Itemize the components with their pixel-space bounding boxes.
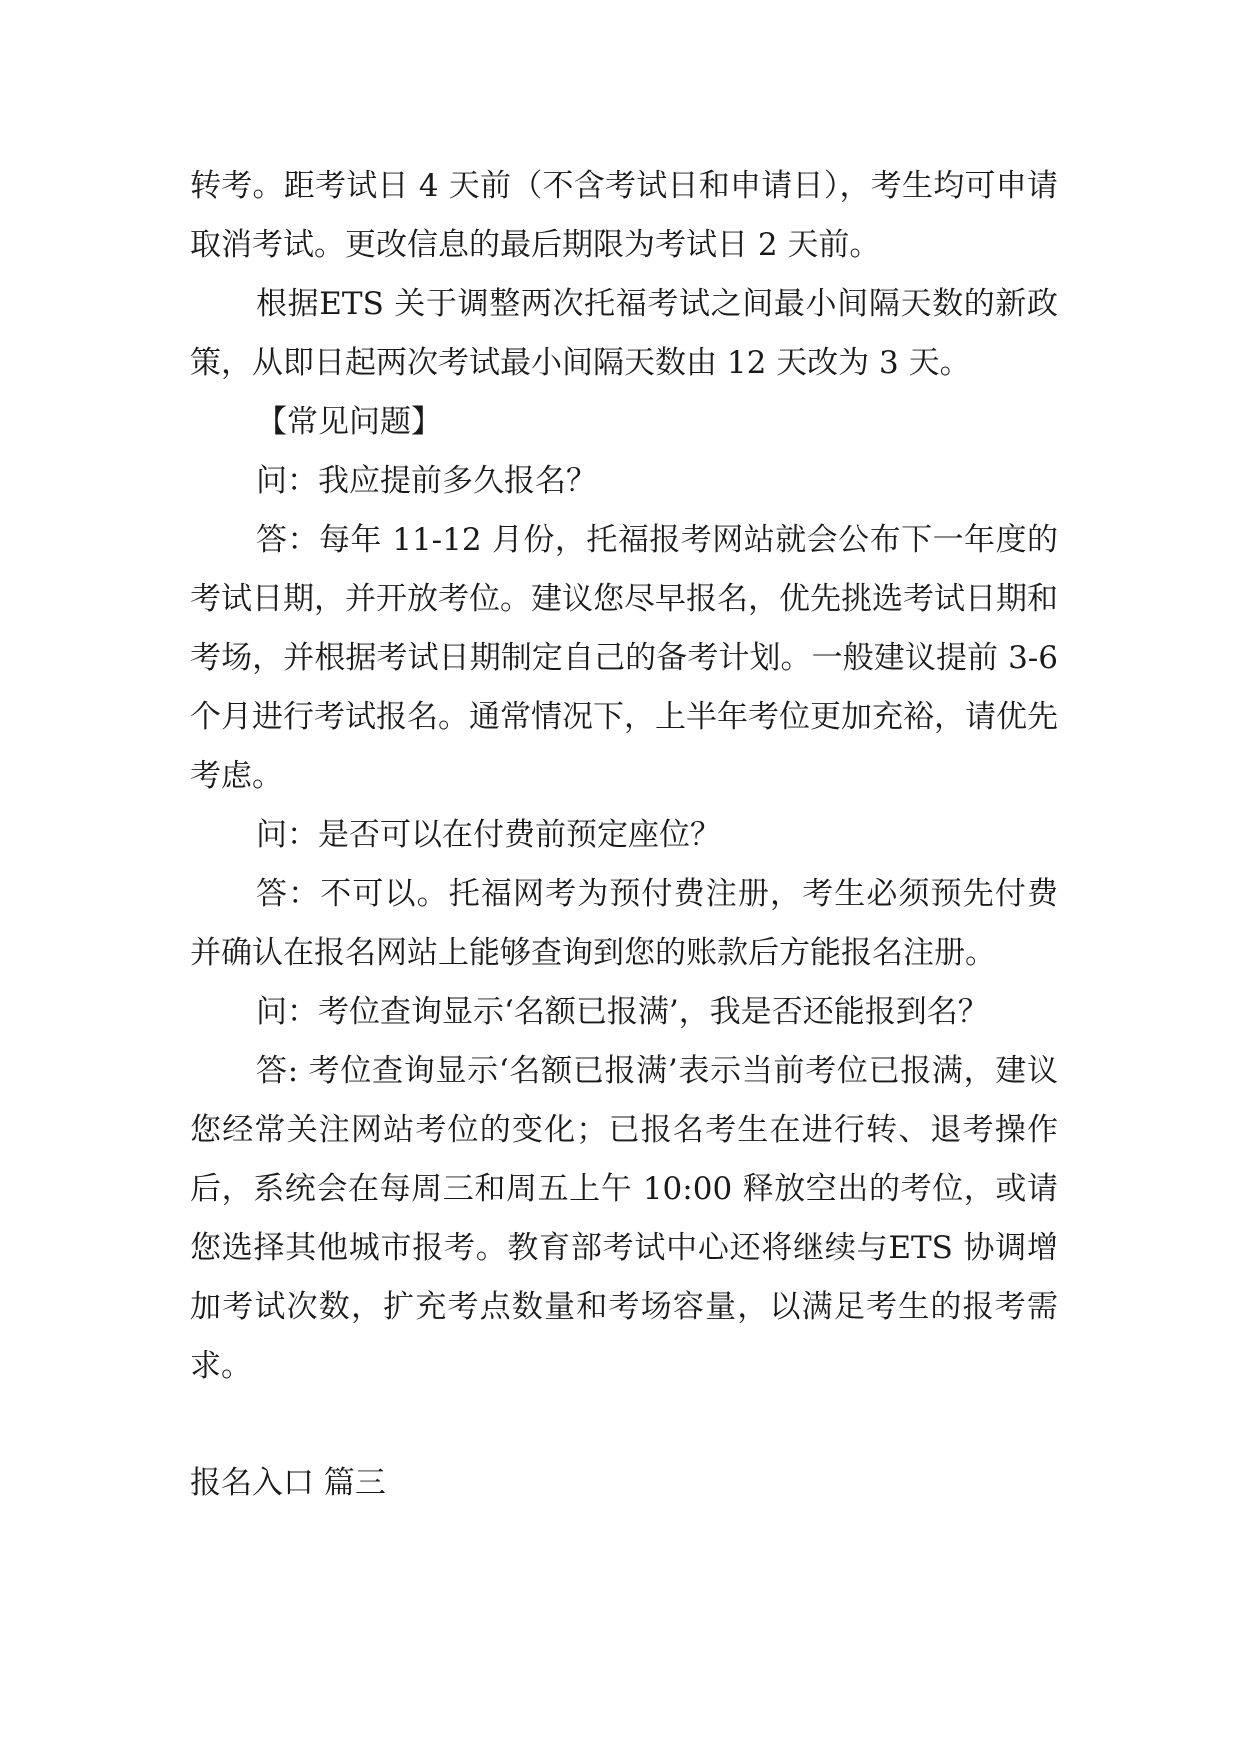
document-body: [190, 157, 1058, 1513]
faq-heading: 【常见问题】: [256, 404, 442, 440]
paragraph-2: 根据ETS 关于调整两次托福考试之间最小间隔天数的新政策，从即日起两次考试最小间隔天数由 12 天改为 3 天。: [190, 286, 1058, 381]
question-2: 问：是否可以在付费前预定座位？: [256, 817, 721, 853]
answer-2: 答：不可以。托福网考为预付费注册，考生必须预先付费并确认在报名网站上能够查询到您的账款后方能报名注册。: [190, 876, 1058, 971]
section-spacer: [190, 1396, 1058, 1454]
answer-1: 答：每年 11-12 月份，托福报考网站就会公布下一年度的考试日期，并开放考位。建议您尽早报名，优先挑选考试日期和考场，并根据考试日期制定自己的备考计划。一般建议提前 3-6 个月进行考试报名。通常情况下，上半年考位更加充裕，请优先考虑。: [190, 522, 1058, 794]
question-3: 问：考位查询显示‘名额已报满’，我是否还能报到名？: [256, 994, 989, 1030]
answer-3: 答: 考位查询显示‘名额已报满’表示当前考位已报满，建议您经常关注网站考位的变化；已报名考生在进行转、退考操作后，系统会在每周三和周五上午 10:00 释放空出的考位，或请您选择其他城市报考。教育部考试中心还将继续与ETS 协调增加考试次数，扩充考点数量和考场容量，以满足考生的报考需求。: [190, 1053, 1058, 1384]
question-1: 问：我应提前多久报名？: [256, 463, 597, 499]
paragraph-1: 转考。距考试日 4 天前（不含考试日和申请日），考生均可申请取消考试。更改信息的最后期限为考试日 2 天前。: [190, 168, 1058, 263]
section-heading: 报名入口 篇三: [190, 1465, 386, 1501]
